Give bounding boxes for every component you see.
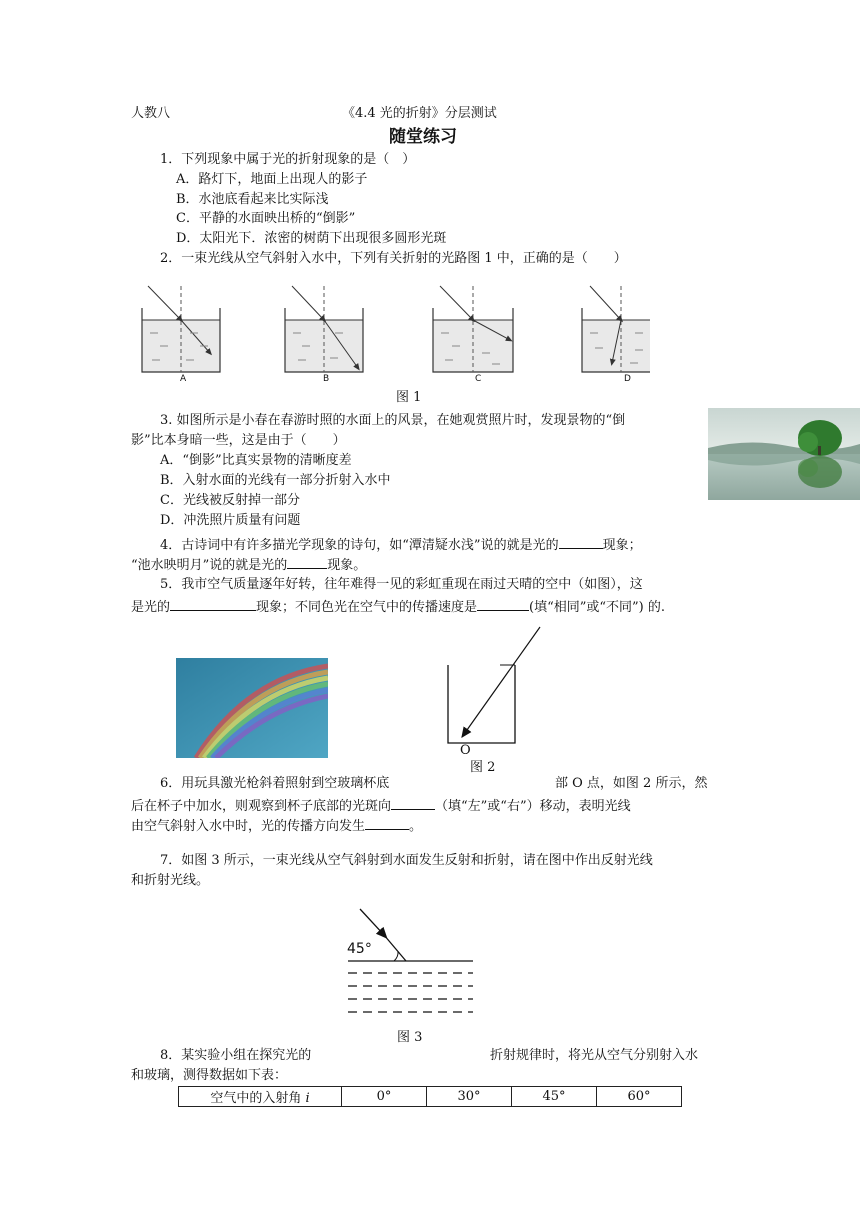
figure-2-cup-laser bbox=[440, 625, 550, 755]
q4-line1-text-a: 4．古诗词中有许多描光学现象的诗句，如“潭清疑水浅”说的就是光的 bbox=[160, 538, 559, 553]
q4-line2-text-b: 现象。 bbox=[327, 558, 367, 573]
q6-line2 bbox=[131, 796, 631, 816]
table-cell: 0° bbox=[342, 1087, 427, 1107]
q4-blank-2[interactable] bbox=[287, 555, 327, 569]
q3-option-a: A．“倒影”比真实景物的清晰度差 bbox=[160, 453, 352, 468]
q2-stem: 2．一束光线从空气斜射入水中，下列有关折射的光路图 1 中，正确的是（ ） bbox=[160, 251, 627, 266]
q1-option-d: D．太阳光下．浓密的树荫下出现很多圆形光斑 bbox=[176, 231, 447, 246]
beaker-c bbox=[433, 286, 513, 372]
q7-line2: 和折射光线。 bbox=[131, 873, 210, 888]
q3-option-b: B．入射水面的光线有一部分折射入水中 bbox=[160, 473, 391, 488]
fig1-label-b: B bbox=[323, 374, 330, 384]
q3-stem-line2: 影”比本身暗一些，这是由于（ ） bbox=[131, 433, 346, 448]
q7-line1: 7．如图 3 所示，一束光线从空气斜射到水面发生反射和折射，请在图中作出反射光线 bbox=[160, 853, 653, 868]
q5-line2 bbox=[131, 597, 665, 617]
q6-line3-text-b: 。 bbox=[409, 819, 423, 834]
q1-stem: 1．下列现象中属于光的折射现象的是（ ） bbox=[160, 152, 416, 167]
figure-3-caption: 图 3 bbox=[397, 1030, 423, 1045]
q6-line2-text-b: （填“左”或“右”）移动，表明光线 bbox=[435, 799, 631, 814]
test-title: 《4.4 光的折射》分层测试 bbox=[342, 106, 497, 121]
q8-line2: 和玻璃，测得数据如下表： bbox=[131, 1068, 288, 1083]
table-cell: 60° bbox=[597, 1087, 682, 1107]
figure-1-refraction-diagrams bbox=[130, 278, 650, 388]
rainbow-photo bbox=[176, 658, 328, 758]
q8-line1-a: 8．某实验小组在探究光的 bbox=[160, 1048, 312, 1063]
q1-option-c: C．平静的水面映出桥的“倒影” bbox=[176, 211, 356, 226]
beaker-a bbox=[142, 286, 220, 372]
q4-line1-text-b: 现象； bbox=[602, 538, 642, 553]
q4-line2-text-a: “池水映明月”说的就是光的 bbox=[131, 558, 288, 573]
fig1-label-c: C bbox=[475, 374, 482, 384]
q3-option-d: D．冲洗照片质量有问题 bbox=[160, 513, 301, 528]
fig3-angle-label: 45° bbox=[347, 941, 372, 957]
figure-3-reflection-refraction bbox=[340, 905, 480, 1025]
q6-line1-b: 部 O 点，如图 2 所示，然 bbox=[555, 776, 708, 791]
table-row bbox=[179, 1087, 682, 1107]
table-header-variable: i bbox=[305, 1091, 310, 1106]
q5-line2-text-c: (填“相同”或“不同”) 的. bbox=[529, 600, 666, 615]
q1-option-b: B．水池底看起来比实际浅 bbox=[176, 192, 329, 207]
q6-line1-a: 6．用玩具激光枪斜着照射到空玻璃杯底 bbox=[160, 776, 390, 791]
figure-1-caption: 图 1 bbox=[396, 390, 422, 405]
table-header-text: 空气中的入射角 bbox=[210, 1091, 306, 1106]
q4-blank-1[interactable] bbox=[559, 535, 603, 549]
q5-blank-1[interactable] bbox=[170, 597, 256, 611]
q8-line1-b: 折射规律时，将光从空气分别射入水 bbox=[490, 1048, 699, 1063]
q3-option-c: C．光线被反射掉一部分 bbox=[160, 493, 300, 508]
publisher-label: 人教八 bbox=[131, 106, 171, 121]
q1-option-a: A．路灯下，地面上出现人的影子 bbox=[176, 172, 368, 187]
q6-line3-text-a: 由空气斜射入水中时，光的传播方向发生 bbox=[131, 819, 366, 834]
fig2-point-o: O bbox=[460, 743, 471, 758]
q5-line2-text-a: 是光的 bbox=[131, 600, 171, 615]
q4-line1 bbox=[160, 535, 642, 555]
table-cell: 45° bbox=[512, 1087, 597, 1107]
fig1-label-a: A bbox=[180, 374, 187, 384]
q5-line2-text-b: 现象；不同色光在空气中的传播速度是 bbox=[256, 600, 478, 615]
q6-blank-1[interactable] bbox=[391, 796, 435, 810]
q5-blank-2[interactable] bbox=[477, 597, 529, 611]
q5-line1: 5．我市空气质量逐年好转，往年难得一见的彩虹重现在雨过天晴的空中（如图），这 bbox=[160, 577, 643, 592]
q6-line3 bbox=[131, 816, 422, 836]
q6-line2-text-a: 后在杯子中加水，则观察到杯子底部的光斑向 bbox=[131, 799, 392, 814]
fig1-label-d: D bbox=[624, 374, 631, 384]
figure-2-caption: 图 2 bbox=[470, 760, 496, 775]
q4-line2 bbox=[131, 555, 366, 575]
table-header-cell bbox=[179, 1087, 342, 1107]
q6-blank-2[interactable] bbox=[365, 816, 409, 830]
beaker-b bbox=[285, 286, 363, 372]
beaker-d bbox=[582, 286, 650, 372]
q3-stem-line1: 3. 如图所示是小春在春游时照的水面上的风景，在她观赏照片时，发现景物的“倒 bbox=[160, 413, 626, 428]
incidence-angle-table bbox=[178, 1086, 682, 1107]
table-cell: 30° bbox=[427, 1087, 512, 1107]
section-title: 随堂练习 bbox=[389, 127, 457, 147]
lake-reflection-photo bbox=[708, 408, 860, 500]
